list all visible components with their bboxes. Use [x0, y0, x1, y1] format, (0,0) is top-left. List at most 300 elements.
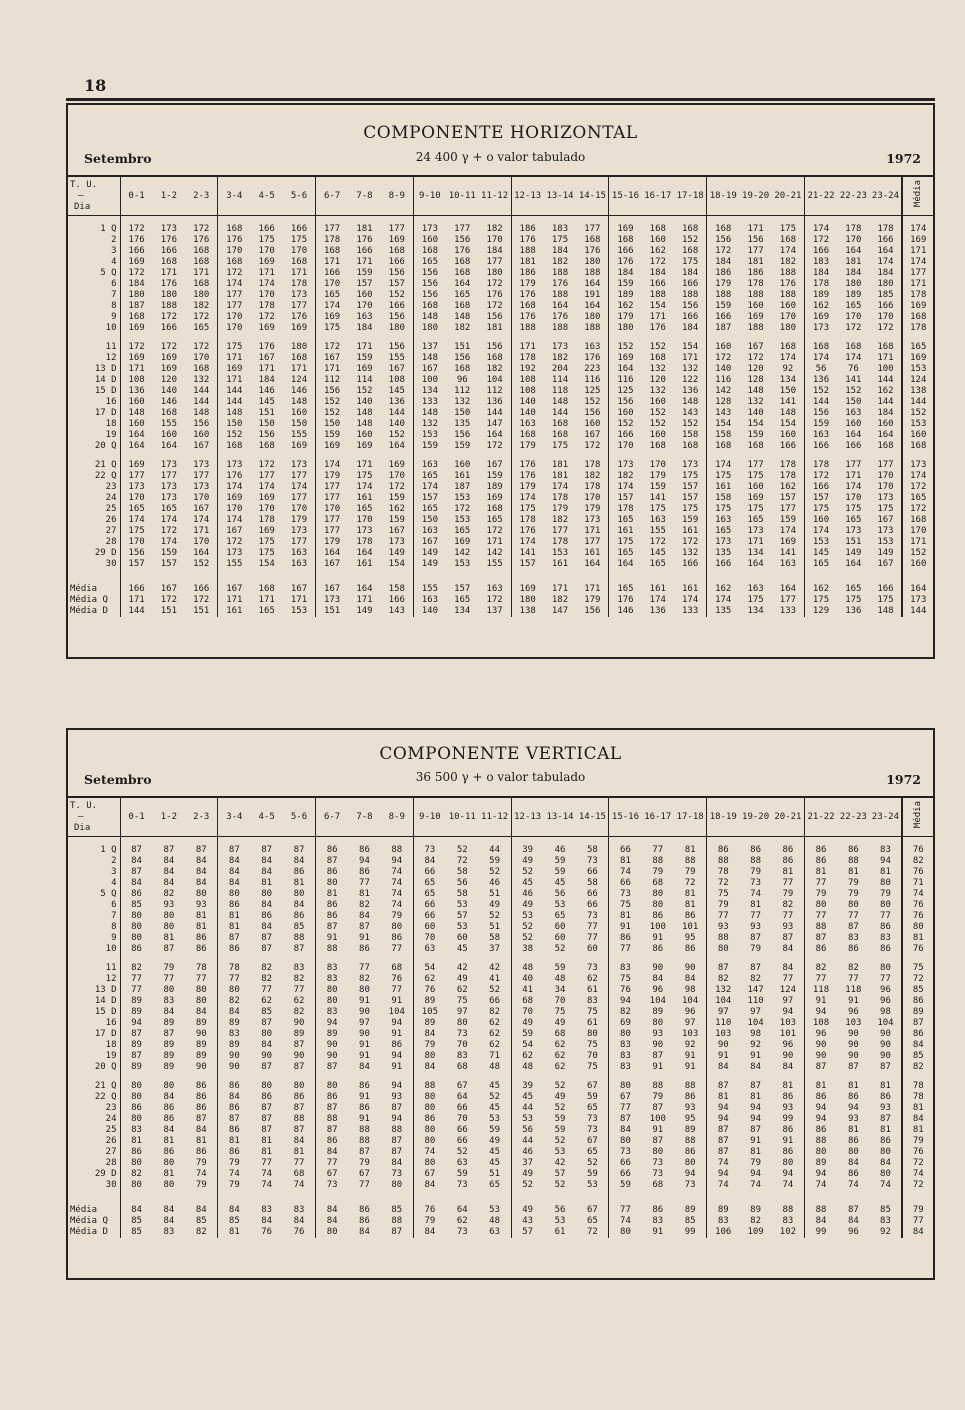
- hourly-value: 154: [258, 559, 275, 569]
- hourly-value: 159: [356, 353, 373, 363]
- hourly-value: 169: [454, 537, 471, 547]
- hourly-value: 81: [218, 922, 251, 933]
- hourly-value: 162: [649, 246, 666, 256]
- day-row: [68, 364, 933, 375]
- hourly-value: 66: [413, 911, 446, 922]
- hourly-value: 94: [391, 1018, 403, 1028]
- hourly-value: 80: [782, 1158, 794, 1168]
- hourly-value: 85: [120, 1216, 153, 1227]
- hourly-value: 68: [456, 1062, 468, 1072]
- hourly-value: 159: [779, 515, 797, 525]
- hourly-value: 155: [160, 419, 178, 429]
- hourly-value: 45: [554, 878, 566, 888]
- hourly-value: 188: [584, 268, 601, 278]
- hourly-value: 57: [511, 1227, 544, 1238]
- hourly-value: 133: [779, 606, 797, 616]
- hourly-value: 170: [845, 235, 862, 245]
- hour-header: 4-5: [250, 177, 283, 216]
- hourly-value: 179: [584, 504, 601, 514]
- hourly-value: 91: [359, 1092, 370, 1102]
- hourly-value: 99: [804, 1227, 837, 1238]
- hourly-value: 142: [707, 386, 740, 397]
- hourly-value: 90: [847, 1051, 859, 1061]
- hour-header: 7-8: [348, 177, 381, 216]
- hourly-value: 182: [609, 471, 642, 482]
- hourly-value: 128: [747, 375, 764, 385]
- hourly-value: 104: [747, 1018, 764, 1028]
- hourly-value: 171: [218, 353, 251, 364]
- hourly-value: 80: [163, 911, 175, 921]
- hourly-value: 168: [193, 279, 210, 289]
- hourly-value: 80: [316, 1081, 349, 1092]
- hourly-value: 172: [649, 257, 666, 267]
- hourly-value: 84: [413, 1062, 446, 1073]
- mean-label: Média: [70, 584, 98, 594]
- hourly-value: 187: [454, 482, 471, 492]
- hourly-value: 49: [554, 1092, 566, 1102]
- hourly-value: 159: [707, 301, 740, 312]
- hourly-value: 175: [609, 537, 642, 548]
- hourly-value: 174: [316, 301, 349, 312]
- hourly-value: 169: [316, 441, 349, 452]
- hourly-value: 80: [293, 1081, 305, 1091]
- hourly-value: 79: [391, 911, 403, 921]
- hourly-value: 167: [486, 460, 503, 470]
- hourly-value: 81: [293, 878, 305, 888]
- hourly-value: 169: [609, 353, 642, 364]
- hourly-value: 177: [779, 595, 797, 605]
- mean-label: Média D: [70, 606, 108, 616]
- hourly-value: 94: [707, 1169, 740, 1180]
- hourly-value: 86: [218, 944, 251, 955]
- hourly-value: 120: [160, 375, 178, 385]
- hourly-value: 80: [195, 889, 207, 899]
- hourly-value: 87: [707, 963, 740, 974]
- hourly-value: 43: [511, 1216, 544, 1227]
- day-label: 13 D: [94, 985, 117, 995]
- hourly-value: 90: [261, 1051, 273, 1061]
- hourly-value: 96: [804, 1029, 837, 1040]
- hourly-value: 163: [804, 430, 837, 441]
- hourly-value: 178: [290, 279, 308, 289]
- hourly-value: 166: [877, 235, 894, 245]
- hourly-value: 173: [584, 515, 601, 525]
- hourly-value: 173: [160, 224, 178, 234]
- hourly-value: 65: [586, 1147, 598, 1157]
- hourly-value: 80: [652, 1018, 664, 1028]
- hourly-value: 141: [511, 548, 544, 559]
- hourly-value: 171: [356, 342, 373, 352]
- hourly-value: 77: [120, 974, 153, 985]
- hourly-value: 159: [388, 515, 405, 525]
- hourly-value: 65: [554, 911, 566, 921]
- hourly-value: 77: [750, 911, 761, 921]
- hourly-value: 175: [551, 235, 569, 245]
- hourly-value: 178: [551, 493, 569, 503]
- hourly-value: 104: [649, 996, 666, 1006]
- hourly-value: 152: [649, 419, 666, 429]
- hourly-value: 80: [413, 1158, 446, 1169]
- hourly-value: 176: [551, 312, 569, 322]
- hourly-value: 155: [413, 584, 446, 595]
- hourly-value: 87: [316, 1062, 349, 1073]
- hourly-value: 156: [258, 430, 275, 440]
- hourly-value: 84: [293, 1216, 305, 1226]
- hourly-value: 170: [877, 482, 894, 492]
- hourly-value: 169: [258, 526, 275, 536]
- hourly-value: 100: [649, 1114, 666, 1124]
- hourly-value: 177: [316, 526, 349, 537]
- hourly-value: 80: [847, 900, 859, 910]
- hourly-value: 175: [877, 504, 894, 514]
- hourly-value: 86: [684, 911, 696, 921]
- hourly-value: 52: [511, 933, 544, 944]
- hourly-value: 52: [456, 1147, 468, 1157]
- hourly-value: 71: [489, 1051, 500, 1061]
- hourly-value: 144: [193, 386, 210, 396]
- hourly-value: 94: [804, 1169, 837, 1180]
- hourly-value: 188: [551, 290, 569, 300]
- hourly-value: 169: [388, 460, 405, 470]
- daily-mean: 169: [902, 301, 933, 312]
- hourly-value: 51: [489, 922, 500, 932]
- hourly-value: 60: [413, 922, 446, 933]
- hourly-value: 74: [609, 867, 642, 878]
- day-row: [68, 1158, 933, 1169]
- hourly-value: 141: [845, 375, 862, 385]
- hourly-value: 156: [388, 268, 405, 278]
- hourly-value: 172: [258, 312, 275, 322]
- day-row: [68, 537, 933, 548]
- day-label: 17 D: [94, 408, 117, 418]
- hourly-value: 86: [413, 1114, 446, 1125]
- day-row: [68, 279, 933, 290]
- hourly-value: 152: [845, 386, 862, 396]
- hourly-value: 59: [586, 1169, 598, 1179]
- hourly-value: 180: [120, 290, 153, 301]
- hourly-value: 81: [804, 867, 837, 878]
- hourly-value: 75: [707, 889, 740, 900]
- hourly-value: 169: [388, 235, 405, 245]
- day-row: [68, 1136, 933, 1147]
- hourly-value: 84: [261, 867, 273, 877]
- hourly-value: 142: [454, 548, 471, 558]
- hourly-value: 58: [456, 889, 468, 899]
- hourly-value: 153: [290, 606, 308, 616]
- hourly-value: 87: [750, 1081, 761, 1091]
- hourly-value: 157: [413, 493, 446, 504]
- hourly-value: 81: [880, 1081, 891, 1091]
- hourly-value: 90: [880, 1040, 891, 1050]
- hourly-value: 154: [388, 559, 405, 569]
- hourly-value: 175: [845, 595, 862, 605]
- hourly-value: 140: [413, 606, 446, 617]
- hourly-value: 188: [649, 290, 666, 300]
- hourly-value: 80: [120, 933, 153, 944]
- hourly-value: 169: [290, 323, 308, 333]
- hourly-value: 172: [193, 595, 210, 605]
- hourly-value: 52: [456, 845, 468, 855]
- daily-mean: 81: [902, 933, 933, 944]
- hourly-value: 148: [120, 408, 153, 419]
- hourly-value: 188: [707, 290, 740, 301]
- hourly-value: 133: [682, 606, 699, 616]
- hourly-value: 144: [877, 397, 894, 407]
- hourly-value: 77: [782, 974, 794, 984]
- hourly-value: 176: [511, 290, 544, 301]
- hourly-value: 167: [218, 526, 251, 537]
- hourly-value: 81: [707, 1092, 740, 1103]
- hourly-value: 99: [684, 1227, 696, 1237]
- hourly-value: 84: [782, 944, 794, 954]
- day-label: 15 D: [94, 386, 117, 396]
- hourly-value: 80: [120, 1081, 153, 1092]
- hourly-value: 134: [413, 386, 446, 397]
- hourly-value: 188: [779, 290, 797, 300]
- hourly-value: 175: [551, 441, 569, 451]
- day-label: 22 Q: [94, 1092, 117, 1102]
- hourly-value: 90: [316, 1040, 349, 1051]
- hourly-value: 91: [316, 933, 349, 944]
- hourly-value: 182: [551, 353, 569, 363]
- hourly-value: 163: [290, 559, 308, 569]
- hourly-value: 80: [120, 911, 153, 922]
- hourly-value: 86: [359, 944, 370, 954]
- hourly-value: 184: [682, 268, 699, 278]
- hourly-value: 173: [747, 526, 764, 536]
- hourly-value: 168: [747, 441, 764, 451]
- hourly-value: 151: [193, 606, 210, 616]
- hourly-value: 89: [293, 1029, 305, 1039]
- hourly-value: 70: [511, 1007, 544, 1018]
- hourly-value: 82: [804, 963, 837, 974]
- hourly-value: 165: [649, 559, 666, 569]
- hourly-value: 87: [261, 1125, 273, 1135]
- hourly-value: 165: [413, 504, 446, 515]
- hourly-value: 172: [193, 224, 210, 234]
- hourly-value: 161: [682, 584, 699, 594]
- daily-mean: 174: [902, 471, 933, 482]
- hourly-value: 175: [120, 526, 153, 537]
- hourly-value: 174: [845, 353, 862, 363]
- hourly-value: 80: [880, 1169, 891, 1179]
- hourly-value: 86: [293, 867, 305, 877]
- hourly-value: 96: [782, 1040, 794, 1050]
- day-label: 10: [105, 323, 117, 333]
- hourly-value: 174: [707, 460, 740, 471]
- hourly-value: 81: [195, 922, 207, 932]
- hourly-value: 91: [359, 1051, 370, 1061]
- hourly-value: 98: [684, 985, 696, 995]
- day-label: 21 Q: [94, 1081, 117, 1091]
- hour-header: 5-6: [283, 177, 316, 216]
- hourly-value: 81: [847, 1125, 859, 1135]
- hourly-value: 169: [747, 493, 764, 503]
- daily-mean: 174: [902, 224, 933, 235]
- day-label: 7: [111, 911, 117, 921]
- hourly-value: 83: [609, 963, 642, 974]
- hourly-value: 160: [160, 430, 178, 440]
- hourly-value: 87: [120, 867, 153, 878]
- hourly-value: 140: [747, 408, 764, 418]
- hourly-value: 80: [120, 922, 153, 933]
- hourly-value: 167: [413, 364, 446, 375]
- hourly-value: 70: [456, 1040, 468, 1050]
- hourly-value: 70: [456, 1114, 468, 1124]
- hourly-value: 182: [551, 515, 569, 525]
- hourly-value: 80: [163, 1081, 175, 1091]
- daily-mean: 76: [902, 911, 933, 922]
- hourly-value: 174: [804, 353, 837, 364]
- hourly-value: 59: [609, 1180, 642, 1191]
- dia-label: Dia: [74, 201, 91, 212]
- hourly-value: 180: [511, 595, 544, 606]
- daily-mean: 165: [902, 493, 933, 504]
- hourly-value: 172: [160, 595, 178, 605]
- day-label: 9: [111, 933, 117, 943]
- hourly-value: 87: [261, 845, 273, 855]
- hourly-value: 53: [586, 1180, 598, 1190]
- hourly-value: 67: [413, 1169, 446, 1180]
- hourly-value: 189: [486, 482, 503, 492]
- hourly-value: 174: [779, 353, 797, 363]
- hourly-value: 84: [163, 1125, 175, 1135]
- day-row: [68, 878, 933, 889]
- hourly-value: 160: [193, 430, 210, 440]
- day-row: [68, 1018, 933, 1029]
- hourly-value: 88: [293, 933, 305, 943]
- horizontal-component-table: [66, 103, 935, 659]
- hourly-value: 96: [847, 1007, 859, 1017]
- hourly-value: 94: [847, 1103, 859, 1113]
- hourly-value: 84: [359, 1227, 370, 1237]
- day-row: [68, 224, 933, 235]
- hourly-value: 179: [290, 515, 308, 525]
- hourly-value: 163: [413, 460, 446, 471]
- hourly-value: 77: [804, 878, 837, 889]
- hourly-value: 166: [388, 595, 405, 605]
- hourly-value: 81: [316, 889, 349, 900]
- day-row: [68, 1180, 933, 1191]
- hourly-value: 162: [609, 301, 642, 312]
- hourly-value: 87: [316, 1103, 349, 1114]
- spacer-row: [68, 570, 933, 584]
- media-header: [902, 177, 933, 216]
- hourly-value: 84: [684, 974, 696, 984]
- hourly-value: 159: [649, 482, 666, 492]
- hourly-value: 96: [880, 996, 891, 1006]
- hourly-value: 160: [584, 419, 601, 429]
- hourly-value: 84: [413, 1227, 446, 1238]
- hourly-value: 176: [584, 246, 601, 256]
- hourly-value: 86: [359, 1081, 370, 1091]
- hourly-value: 152: [649, 342, 666, 352]
- hourly-value: 178: [779, 471, 797, 481]
- hourly-value: 164: [609, 364, 642, 375]
- day-label: 1 Q: [100, 224, 117, 234]
- hourly-value: 79: [847, 889, 859, 899]
- daily-mean: 144: [902, 397, 933, 408]
- daily-mean: 172: [902, 482, 933, 493]
- hourly-value: 81: [120, 1136, 153, 1147]
- day-label: 3: [111, 246, 117, 256]
- hourly-value: 157: [609, 493, 642, 504]
- hourly-value: 83: [586, 996, 598, 1006]
- day-row: [68, 548, 933, 559]
- hourly-value: 86: [750, 845, 761, 855]
- hourly-value: 84: [195, 1125, 207, 1135]
- hourly-value: 184: [682, 323, 699, 333]
- hourly-value: 177: [193, 471, 210, 481]
- hourly-value: 94: [391, 1081, 403, 1091]
- hourly-value: 100: [413, 375, 446, 386]
- hourly-value: 88: [391, 845, 403, 855]
- hourly-value: 186: [511, 224, 544, 235]
- hourly-value: 171: [290, 595, 308, 605]
- hourly-value: 175: [258, 537, 275, 547]
- hourly-value: 136: [120, 386, 153, 397]
- hourly-value: 87: [847, 1062, 859, 1072]
- hourly-value: 85: [684, 1216, 696, 1226]
- hourly-value: 49: [489, 1136, 500, 1146]
- day-label: 11: [105, 342, 117, 352]
- hourly-value: 168: [707, 224, 740, 235]
- hourly-value: 175: [258, 235, 275, 245]
- hourly-value: 180: [845, 279, 862, 289]
- hourly-value: 90: [847, 1029, 859, 1039]
- day-row: [68, 257, 933, 268]
- hourly-value: 189: [804, 290, 837, 301]
- hourly-value: 108: [388, 375, 405, 385]
- hourly-value: 76: [391, 974, 403, 984]
- hourly-value: 166: [649, 279, 666, 289]
- hourly-value: 80: [804, 1147, 837, 1158]
- hourly-value: 112: [316, 375, 349, 386]
- hourly-value: 80: [195, 985, 207, 995]
- table-subtitle: 24 400 γ + o valor tabulado: [415, 150, 586, 164]
- day-row: [68, 1081, 933, 1092]
- hourly-value: 45: [511, 1092, 544, 1103]
- daily-mean: 173: [902, 595, 933, 606]
- hourly-value: 153: [804, 537, 837, 548]
- hourly-value: 160: [649, 235, 666, 245]
- hourly-value: 160: [356, 430, 373, 440]
- hourly-value: 169: [316, 312, 349, 323]
- hourly-value: 82: [261, 963, 273, 973]
- hourly-value: 174: [845, 482, 862, 492]
- hourly-value: 90: [782, 1051, 794, 1061]
- hourly-value: 77: [359, 878, 370, 888]
- hourly-value: 87: [707, 1147, 740, 1158]
- hourly-value: 158: [707, 430, 740, 441]
- hourly-value: 148: [747, 386, 764, 396]
- hourly-value: 134: [454, 606, 471, 616]
- hourly-value: 176: [779, 279, 797, 289]
- hourly-value: 59: [489, 856, 500, 866]
- hourly-value: 133: [413, 397, 446, 408]
- day-row: [68, 1169, 933, 1180]
- hourly-value: 159: [160, 548, 178, 558]
- hourly-value: 168: [316, 246, 349, 257]
- hourly-value: 178: [511, 353, 544, 364]
- hourly-value: 86: [195, 1147, 207, 1157]
- hourly-value: 163: [649, 515, 666, 525]
- hourly-value: 67: [609, 1092, 642, 1103]
- hourly-value: 53: [489, 1114, 500, 1124]
- hourly-value: 84: [293, 1136, 305, 1146]
- hourly-value: 52: [554, 1136, 566, 1146]
- hourly-value: 81: [880, 867, 891, 877]
